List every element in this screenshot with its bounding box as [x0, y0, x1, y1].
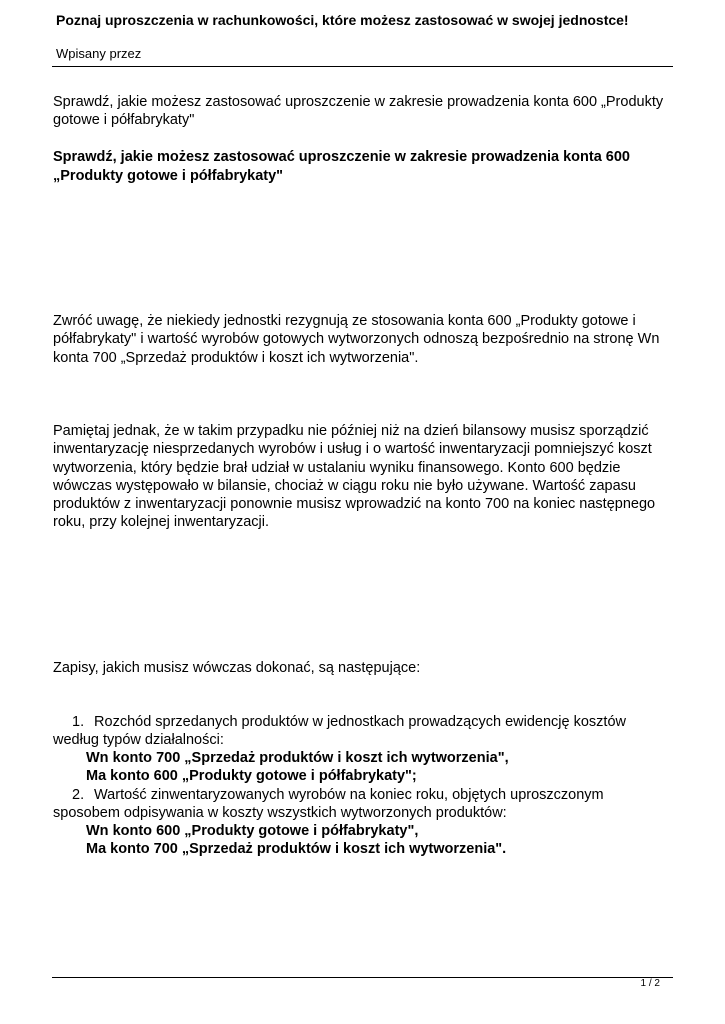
list-item-2-ma-entry: Ma konto 700 „Sprzedaż produktów i koszt ich wytworzenia".: [86, 841, 507, 857]
intro-paragraph: Sprawdź, jakie możesz zastosować uproszczenie w zakresie prowadzenia konta 600 „Produkty gotowe i półfabrykaty": [53, 94, 664, 129]
remember-paragraph: Pamiętaj jednak, że w takim przypadku nie później niż na dzień bilansowy musisz sporządzić inwentaryzację niesprzedanych wyrobów i usług i o wartość inwentaryzacji pomniejszyć koszt wytworzenia, który będzie brał udział w ustalaniu wyniku finansowego. Konto 600 będzie wówczas występowało w bilansie, chociaż w ciągu roku nie było używane. Wartość zapasu produktów z inwentaryzacji ponownie musisz wprowadzić na konto 700 na koniec następnego roku, przy kolejnej inwentaryzacji.: [53, 423, 656, 531]
list-item-2-number: 2.: [72, 787, 85, 803]
footer-divider: [52, 977, 673, 978]
entries-intro: Zapisy, jakich musisz wówczas dokonać, są następujące:: [53, 660, 421, 676]
list-item-1-number: 1.: [72, 714, 85, 730]
document-title: Poznaj uproszczenia w rachunkowości, które możesz zastosować w swojej jednostce!: [56, 12, 629, 28]
author-line: Wpisany przez: [56, 46, 142, 61]
list-item-2-first-line: [72, 786, 604, 804]
header-divider: [52, 66, 673, 67]
list-item-2-text: Wartość zinwentaryzowanych wyrobów na koniec roku, objętych uproszczonym: [94, 787, 604, 803]
page-number: 1 / 2: [640, 978, 660, 989]
list-item-1-ma-entry: Ma konto 600 „Produkty gotowe i półfabrykaty";: [86, 768, 417, 784]
note-paragraph: Zwróć uwagę, że niekiedy jednostki rezygnują ze stosowania konta 600 „Produkty gotowe i półfabrykaty" i wartość wyrobów gotowych wytworzonych odnoszą bezpośrednio na stronę Wn konta 700 „Sprzedaż produktów i koszt ich wytworzenia".: [53, 313, 660, 366]
list-item-1-text: Rozchód sprzedanych produktów w jednostkach prowadzących ewidencję kosztów: [94, 714, 626, 730]
list-item-1-first-line: [72, 713, 626, 731]
list-item-1-wn-entry: Wn konto 700 „Sprzedaż produktów i koszt ich wytworzenia",: [86, 750, 509, 766]
list-item-1-second-line: według typów działalności:: [53, 732, 224, 748]
list-item-2-second-line: sposobem odpisywania w koszty wszystkich wytworzonych produktów:: [53, 805, 507, 821]
list-item-2-wn-entry: Wn konto 600 „Produkty gotowe i półfabrykaty",: [86, 823, 419, 839]
section-heading: Sprawdź, jakie możesz zastosować uproszczenie w zakresie prowadzenia konta 600 „Produkty gotowe i półfabrykaty": [53, 149, 630, 184]
